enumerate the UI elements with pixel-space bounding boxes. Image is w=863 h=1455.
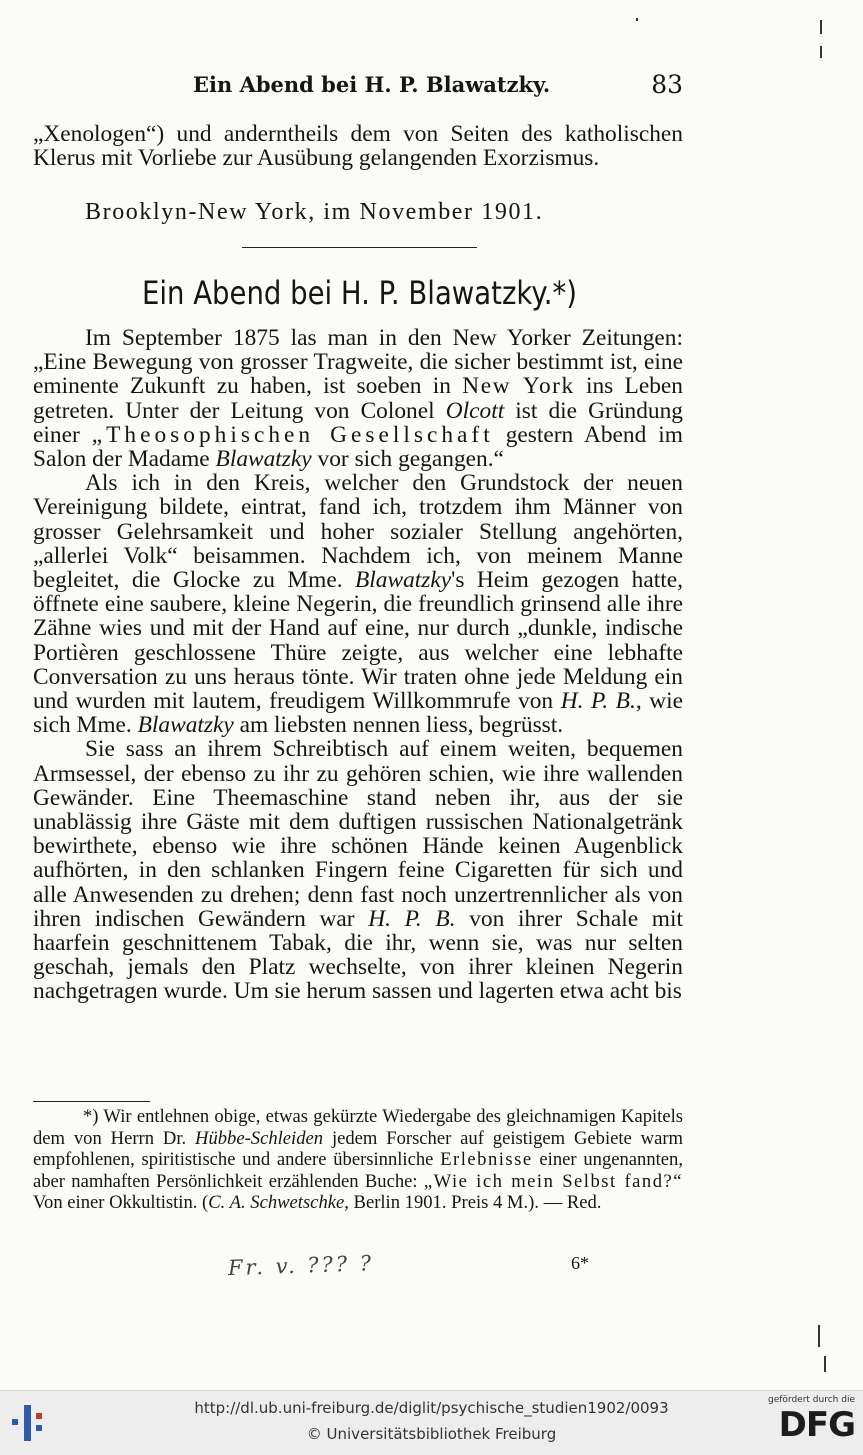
permalink-url[interactable]: http://dl.ub.uni-freiburg.de/diglit/psychische_studien1902/0093: [194, 1399, 669, 1417]
speck: [820, 20, 822, 34]
dfg-wordmark: DFG: [778, 1405, 855, 1445]
running-title: Ein Abend bei H. P. Blawatzky.: [193, 72, 551, 97]
section-divider: [242, 247, 477, 248]
paragraph-1: Im September 1875 las man in den New Yorker Zeitungen: „Eine Bewegung von grosser Tragweite, die sicher bestimmt ist, eine eminente Zukunft zu haben, ist soeben in New York ins Leben getreten. Unter der Leitung von Colonel Olcott ist die Gründung einer „Theosophischen Gesellschaft gestern Abend im Salon der Madame Blawatzky vor sich gegangen.“: [33, 325, 684, 473]
page-number: 83: [651, 70, 683, 99]
previous-article-ending: [33, 122, 683, 170]
paragraph-3: Sie sass an ihrem Schreibtisch auf einem weiten, bequemen Armsessel, der ebenso zu ihr zu gehören schien, wie ihre wallenden Gewänder. Eine Theemaschine stand neben ihr, aus der sie unablässig ihre Gäste mit dem duftigen russischen Nationalgetränk bewirthete, ebenso wie ihre schönen Hände keinen Augenblick aufhörten, in den schlanken Fingern feine Cigaretten für sich und alle Anwesenden zu drehen; denn fast noch unzertrennlicher als von ihren indischen Gewändern war H. P. B. von ihrer Schale mit haarfein geschnittenem Tabak, die ihr, wenn sie, was nur selten geschah, jemals den Platz wechselte, von ihrer kleinen Negerin nachgetragen wurde. Um sie herum sassen und lagerten etwa acht bis: [33, 736, 683, 1005]
footnote-rule: [33, 1101, 150, 1102]
handwritten-note: Fr. v. ??? ?: [227, 1251, 375, 1281]
viewer-footer: [0, 1390, 863, 1455]
speck: [820, 46, 822, 58]
running-head: [193, 72, 683, 102]
speck: [824, 1356, 826, 1372]
chapter-title: Ein Abend bei H. P. Blawatzky.*): [142, 274, 577, 312]
dateline: Brooklyn-New York, im November 1901.: [85, 199, 544, 225]
paragraph-2: Als ich in den Kreis, welcher den Grundstock der neuen Vereinigung bildete, eintrat, fand ich, trotzdem ihm Männer von grosser Gelehrsamkeit und hoher sozialer Stellung angehörten, „allerlei Volk“ beisammen. Nachdem ich, von meinem Manne begleitet, die Glocke zu Mme. Blawatzky's Heim gezogen hatte, öffnete eine saubere, kleine Negerin, die freundlich grinsend alle ihre Zähne wies und mit der Hand auf eine, nur durch „dunkle, indische Portièren geschlossene Thüre zeigte, aus welcher eine lebhafte Conversation zu uns heraus tönte. Wir traten ohne jede Meldung ein und wurden mit lautem, freudigem Willkommrufe von H. P. B., wie sich Mme. Blawatzky am liebsten nennen liess, begrüsst.: [33, 470, 684, 739]
speck: [636, 18, 638, 21]
speck: [818, 1325, 820, 1347]
footnote: *) Wir entlehnen obige, etwas gekürzte Wiedergabe des gleichnamigen Kapitels dem von Herrn Dr. Hübbe-Schleiden jedem Forscher auf geistigem Gebiete warm empfohlenen, spiritistische und andere übersinnliche Erlebnisse einer ungenannten, aber namhaften Persönlichkeit erzählenden Buche: „Wie ich mein Selbst fand?“ Von einer Okkultistin. (C. A. Schwetschke, Berlin 1901. Preis 4 M.). — Red.: [33, 1106, 684, 1214]
article-body: [33, 326, 683, 1004]
copyright-notice: © Universitätsbibliothek Freiburg: [306, 1425, 557, 1443]
paragraph-previous: „Xenologen“) und anderntheils dem von Seiten des katholischen Klerus mit Vorliebe zur Ausübung gelangenden Exorzismus.: [33, 121, 683, 172]
signature-mark: 6*: [571, 1253, 589, 1273]
dfg-logo: [755, 1395, 855, 1451]
dfg-tagline: gefördert durch die: [768, 1395, 855, 1405]
